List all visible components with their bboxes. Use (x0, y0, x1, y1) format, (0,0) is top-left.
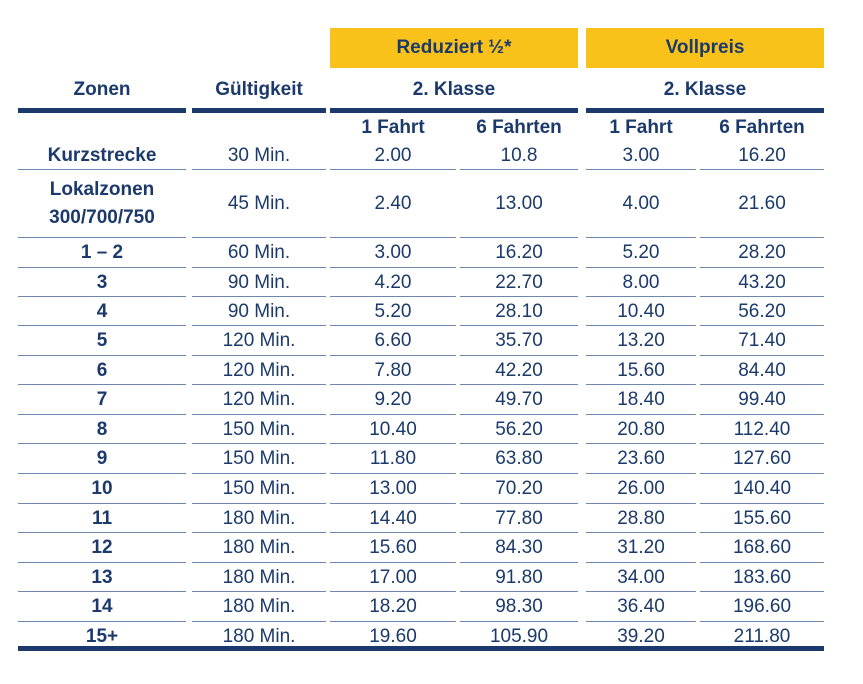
validity-cell: 180 Min. (222, 596, 296, 617)
price-reduziert-1fahrt: 7.80 (374, 359, 412, 381)
price-reduziert-1fahrt: 2.00 (374, 145, 412, 166)
validity-cell: 45 Min. (227, 193, 291, 214)
header-reduziert-label: Reduziert ½* (396, 37, 512, 58)
price-reduziert-6fahrten: 28.10 (495, 300, 543, 322)
price-vollpreis-6fahrten: 99.40 (738, 389, 786, 410)
price-vollpreis-1fahrt: 36.40 (617, 596, 665, 617)
price-reduziert-6fahrten: 98.30 (495, 596, 543, 617)
price-reduziert-6fahrten: 70.20 (495, 478, 543, 499)
price-vollpreis-6fahrten: 112.40 (733, 418, 791, 440)
price-vollpreis-1fahrt: 23.60 (617, 448, 665, 469)
header-rule-reduziert (330, 108, 578, 113)
validity-cell: 180 Min. (222, 537, 296, 558)
price-vollpreis-1fahrt: 8.00 (622, 271, 660, 293)
price-vollpreis-1fahrt: 20.80 (617, 418, 665, 440)
header-klasse-reduziert: 2. Klasse (412, 79, 496, 100)
price-reduziert-1fahrt: 6.60 (374, 330, 412, 351)
price-vollpreis-1fahrt: 5.20 (622, 242, 660, 263)
zone-cell: Lokalzonen 300/700/750 (49, 179, 155, 228)
price-vollpreis-6fahrten: 140.40 (732, 478, 792, 499)
price-reduziert-1fahrt: 5.20 (374, 300, 412, 322)
validity-cell: 150 Min. (222, 448, 296, 469)
validity-cell: 150 Min. (222, 418, 296, 440)
validity-cell: 90 Min. (227, 271, 291, 293)
price-reduziert-6fahrten: 22.70 (495, 271, 543, 293)
price-reduziert-1fahrt: 15.60 (369, 537, 417, 558)
price-vollpreis-6fahrten: 196.60 (732, 596, 792, 617)
header-vollpreis (586, 28, 824, 68)
price-vollpreis-6fahrten: 56.20 (738, 300, 786, 322)
validity-cell: 60 Min. (227, 242, 291, 263)
zone-cell: 15+ (85, 625, 119, 647)
zone-cell: Kurzstrecke (47, 145, 157, 166)
price-reduziert-6fahrten: 35.70 (495, 330, 543, 351)
subheader-6fahrten-reduziert: 6 Fahrten (476, 117, 562, 138)
header-zonen: Zonen (73, 79, 131, 100)
price-reduziert-6fahrten: 84.30 (495, 537, 543, 558)
header-reduziert (330, 28, 578, 68)
price-vollpreis-1fahrt: 15.60 (617, 359, 665, 381)
validity-cell: 180 Min. (222, 507, 296, 529)
price-vollpreis-6fahrten: 28.20 (738, 242, 786, 263)
zone-cell: 6 (96, 359, 108, 381)
validity-cell: 150 Min. (222, 478, 296, 499)
price-reduziert-6fahrten: 10.8 (500, 145, 538, 166)
header-vollpreis-label: Vollpreis (665, 37, 745, 58)
price-reduziert-6fahrten: 42.20 (495, 359, 543, 381)
header-klasse-vollpreis: 2. Klasse (663, 79, 747, 100)
price-vollpreis-1fahrt: 3.00 (622, 145, 660, 166)
price-reduziert-1fahrt: 11.80 (369, 448, 417, 469)
zone-cell: 14 (91, 596, 113, 617)
zone-cell: 7 (96, 389, 108, 410)
price-vollpreis-1fahrt: 39.20 (617, 625, 665, 647)
price-vollpreis-1fahrt: 31.20 (617, 537, 665, 558)
validity-cell: 90 Min. (227, 300, 291, 322)
zone-cell: 1 – 2 (80, 242, 124, 263)
price-reduziert-1fahrt: 14.40 (369, 507, 417, 529)
validity-cell: 180 Min. (222, 566, 296, 588)
header-gueltigkeit: Gültigkeit (215, 79, 303, 100)
price-reduziert-1fahrt: 3.00 (374, 242, 412, 263)
price-vollpreis-1fahrt: 4.00 (622, 193, 660, 214)
subheader-1fahrt-reduziert: 1 Fahrt (361, 117, 425, 138)
validity-cell: 180 Min. (222, 625, 296, 647)
zone-cell: 9 (96, 448, 108, 469)
validity-cell: 120 Min. (222, 359, 296, 381)
zone-cell: 3 (96, 271, 108, 293)
price-vollpreis-6fahrten: 155.60 (732, 507, 792, 529)
price-reduziert-6fahrten: 77.80 (495, 507, 543, 529)
price-reduziert-6fahrten: 49.70 (495, 389, 543, 410)
price-reduziert-6fahrten: 56.20 (495, 418, 543, 440)
price-reduziert-1fahrt: 9.20 (374, 389, 412, 410)
price-reduziert-6fahrten: 13.00 (495, 193, 543, 214)
zone-cell: 11 (91, 507, 113, 529)
price-reduziert-6fahrten: 16.20 (495, 242, 543, 263)
zone-cell: 12 (91, 537, 113, 558)
header-rule-gueltigkeit (192, 108, 326, 113)
price-vollpreis-6fahrten: 84.40 (738, 359, 786, 381)
header-rule-zonen (18, 108, 186, 113)
price-vollpreis-1fahrt: 28.80 (617, 507, 665, 529)
price-reduziert-6fahrten: 105.90 (489, 625, 549, 647)
subheader-6fahrten-vollpreis: 6 Fahrten (719, 117, 805, 138)
price-reduziert-1fahrt: 10.40 (369, 418, 417, 440)
price-vollpreis-6fahrten: 71.40 (738, 330, 786, 351)
zone-cell: 4 (96, 300, 108, 322)
price-vollpreis-1fahrt: 13.20 (617, 330, 665, 351)
header-rule-vollpreis (586, 108, 824, 113)
price-vollpreis-1fahrt: 34.00 (617, 566, 665, 588)
price-reduziert-6fahrten: 63.80 (495, 448, 543, 469)
zone-cell: 5 (96, 330, 108, 351)
price-vollpreis-6fahrten: 183.60 (732, 566, 792, 588)
validity-cell: 120 Min. (222, 389, 296, 410)
price-vollpreis-6fahrten: 43.20 (738, 271, 786, 293)
zone-cell: 13 (91, 566, 113, 588)
price-reduziert-1fahrt: 18.20 (369, 596, 417, 617)
price-vollpreis-1fahrt: 10.40 (617, 300, 665, 322)
price-vollpreis-6fahrten: 16.20 (738, 145, 786, 166)
price-reduziert-6fahrten: 91.80 (495, 566, 543, 588)
price-vollpreis-1fahrt: 26.00 (617, 478, 665, 499)
price-vollpreis-6fahrten: 211.80 (733, 625, 791, 647)
validity-cell: 30 Min. (227, 145, 291, 166)
table-bottom-rule (18, 646, 824, 651)
price-vollpreis-6fahrten: 168.60 (732, 537, 792, 558)
price-vollpreis-1fahrt: 18.40 (617, 389, 665, 410)
zone-cell: 10 (91, 478, 113, 499)
validity-cell: 120 Min. (222, 330, 296, 351)
subheader-1fahrt-vollpreis: 1 Fahrt (609, 117, 673, 138)
price-reduziert-1fahrt: 19.60 (369, 625, 417, 647)
price-reduziert-1fahrt: 17.00 (369, 566, 417, 588)
price-vollpreis-6fahrten: 21.60 (738, 193, 786, 214)
price-vollpreis-6fahrten: 127.60 (732, 448, 792, 469)
zone-cell: 8 (96, 418, 108, 440)
price-reduziert-1fahrt: 13.00 (369, 478, 417, 499)
price-reduziert-1fahrt: 2.40 (374, 193, 412, 214)
price-reduziert-1fahrt: 4.20 (374, 271, 412, 293)
